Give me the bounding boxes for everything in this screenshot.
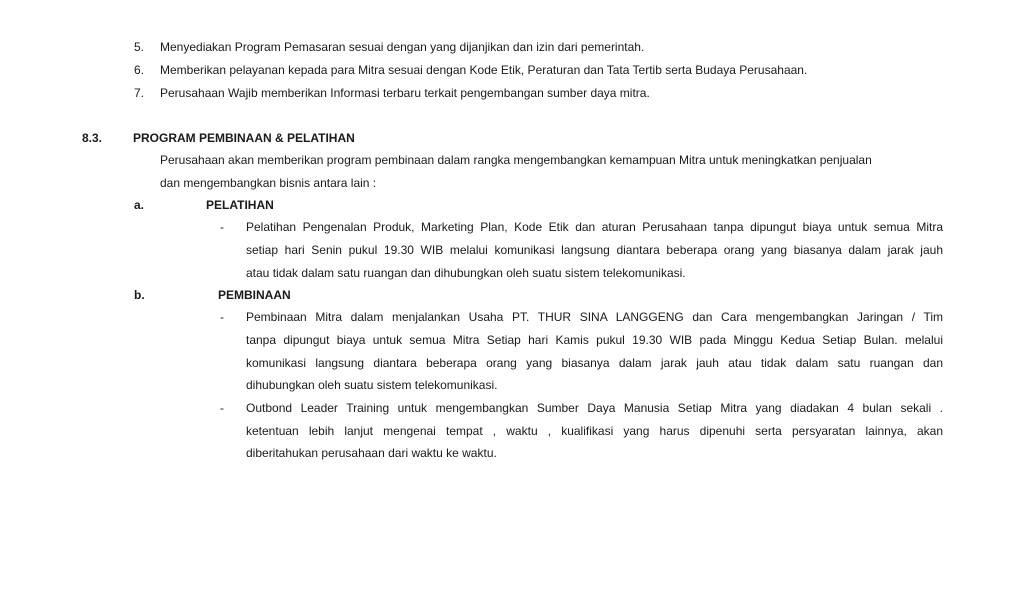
section-title: PROGRAM PEMBINAAN & PELATIHAN: [133, 131, 355, 145]
bullet-dash: -: [220, 220, 224, 234]
bullet-dash: -: [220, 401, 224, 415]
subsection-label: a.: [134, 198, 145, 212]
paragraph-line: atau tidak dalam satu ruangan dan dihubungkan oleh suatu sistem telekomunikasi.: [246, 266, 686, 280]
paragraph-line: tanpa dipungut biaya untuk semua Mitra Setiap hari Kamis pukul 19.30 WIB pada Minggu Kedua Setiap Bulan. melalui: [246, 333, 943, 347]
list-number: 6.: [134, 63, 145, 77]
intro-line: dan mengembangkan bisnis antara lain :: [160, 176, 377, 190]
paragraph-line: ketentuan lebih lanjut mengenai tempat , waktu , kualifikasi yang harus dipenuhi serta persyaratan lainnya, akan: [246, 424, 943, 438]
list-number: 7.: [134, 86, 145, 100]
subsection-title: PELATIHAN: [206, 198, 274, 212]
paragraph-line: komunikasi langsung diantara beberapa orang yang biasanya dalam jarak jauh atau tidak dalam satu ruangan dan: [246, 356, 943, 370]
list-item: Memberikan pelayanan kepada para Mitra sesuai dengan Kode Etik, Peraturan dan Tata Tertib serta Budaya Perusahaan.: [160, 63, 808, 77]
list-number: 5.: [134, 40, 145, 54]
subsection-label: b.: [134, 288, 145, 302]
list-item: Menyediakan Program Pemasaran sesuai dengan yang dijanjikan dan izin dari pemerintah.: [160, 40, 645, 54]
list-item: Perusahaan Wajib memberikan Informasi terbaru terkait pengembangan sumber daya mitra.: [160, 86, 650, 100]
section-number: 8.3.: [82, 131, 103, 145]
paragraph-line: Pembinaan Mitra dalam menjalankan Usaha PT. THUR SINA LANGGENG dan Cara mengembangkan Jaringan / Tim: [246, 310, 943, 324]
intro-line: Perusahaan akan memberikan program pembinaan dalam rangka mengembangkan kemampuan Mitra untuk meningkatkan penjualan: [160, 153, 872, 167]
paragraph-line: dihubungkan oleh suatu sistem telekomunikasi.: [246, 378, 498, 392]
paragraph-line: Pelatihan Pengenalan Produk, Marketing Plan, Kode Etik dan aturan Perusahaan tanpa dipungut biaya untuk semua Mitra: [246, 220, 943, 234]
bullet-dash: -: [220, 310, 224, 324]
paragraph-line: diberitahukan perusahaan dari waktu ke waktu.: [246, 446, 497, 460]
paragraph-line: Outbond Leader Training untuk mengembangkan Sumber Daya Manusia Setiap Mitra yang diadakan 4 bulan sekali .: [246, 401, 943, 415]
paragraph-line: setiap hari Senin pukul 19.30 WIB melalui komunikasi langsung diantara beberapa orang yang biasanya dalam jarak jauh: [246, 243, 943, 257]
subsection-title: PEMBINAAN: [218, 288, 291, 302]
